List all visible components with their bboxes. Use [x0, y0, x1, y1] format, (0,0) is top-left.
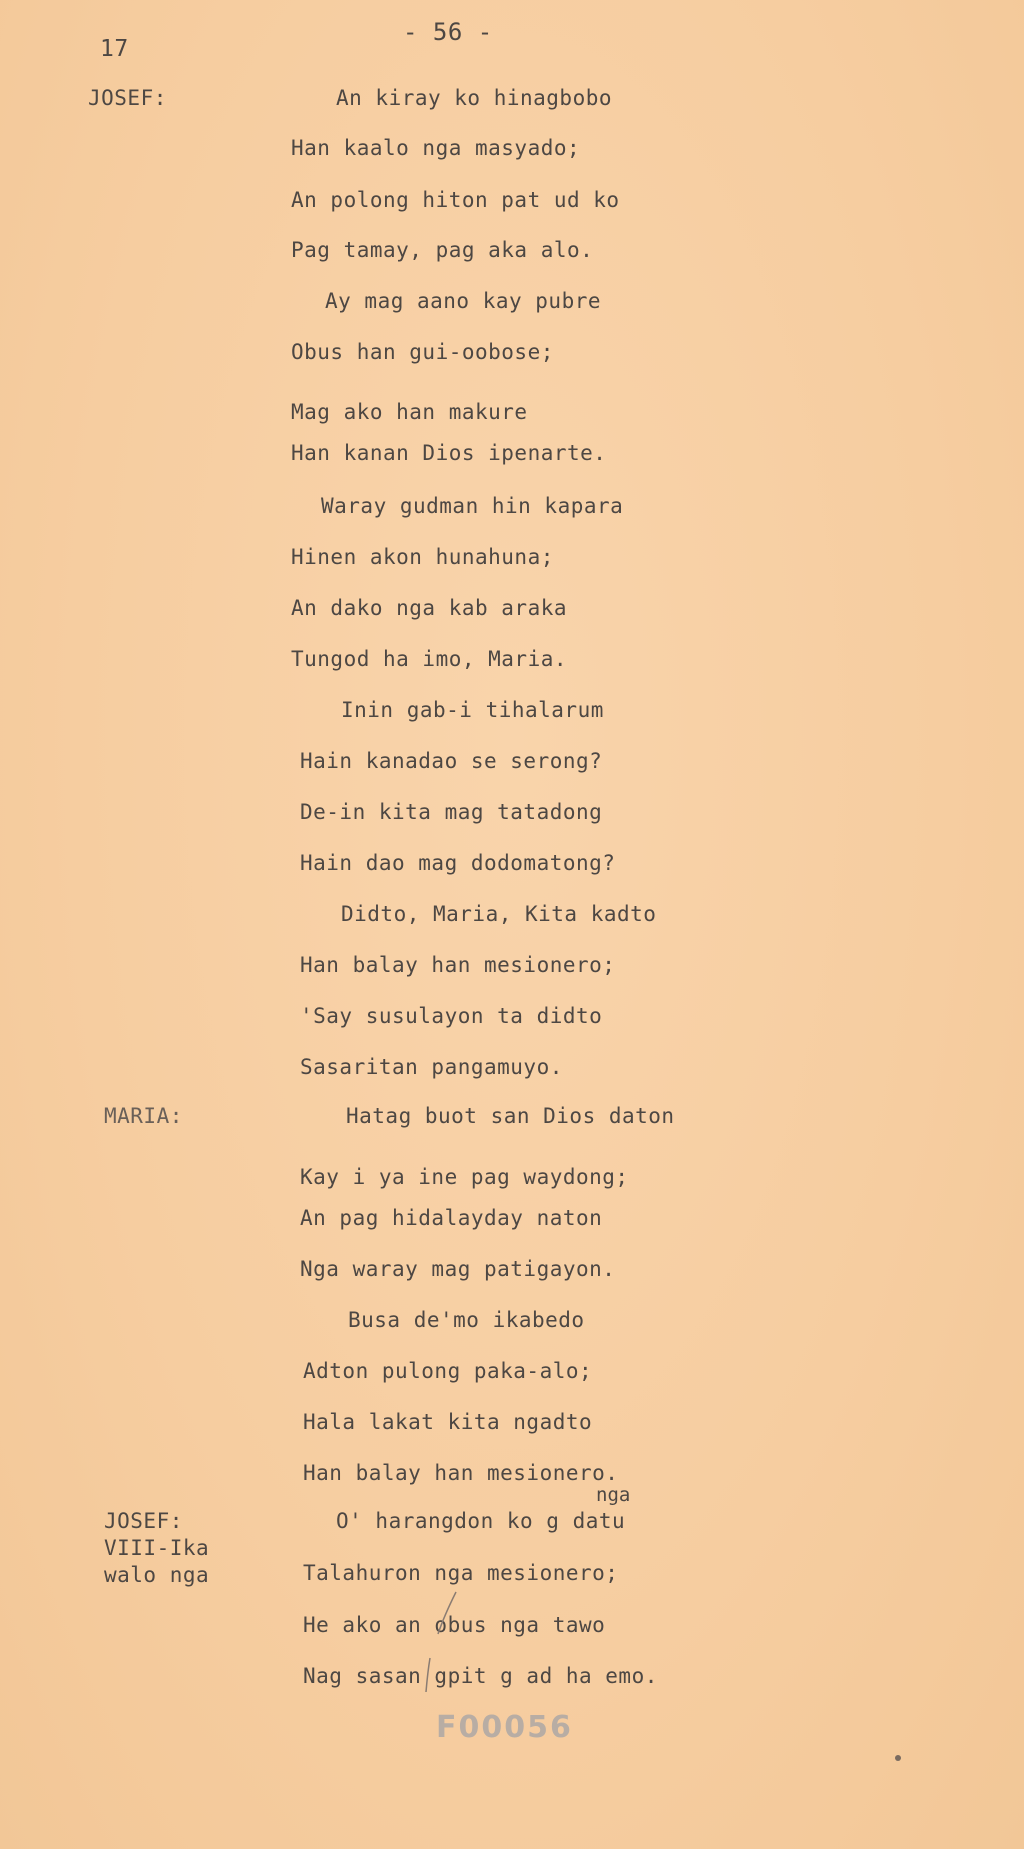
verse-line: An pag hidalayday naton	[300, 1206, 603, 1230]
ink-dot	[895, 1755, 901, 1761]
verse-line: An polong hiton pat ud ko	[291, 188, 620, 212]
verse-line: He ako an obus nga tawo	[303, 1613, 606, 1637]
verse-line: Busa de'mo ikabedo	[348, 1308, 585, 1332]
archive-stamp: F00056	[436, 1710, 573, 1745]
verse-line: Han balay han mesionero;	[300, 953, 616, 977]
verse-line: De-in kita mag tatadong	[300, 800, 603, 824]
verse-line: Nga waray mag patigayon.	[300, 1257, 616, 1281]
verse-line: 'Say susulayon ta didto	[300, 1004, 603, 1028]
verse-line: Hala lakat kita ngadto	[303, 1410, 593, 1434]
verse-line: Hinen akon hunahuna;	[291, 545, 554, 569]
verse-line: Hain kanadao se serong?	[300, 749, 603, 773]
verse-line: Tungod ha imo, Maria.	[291, 647, 568, 671]
verse-line: Han balay han mesionero.	[303, 1461, 619, 1485]
verse-line: Ay mag aano kay pubre	[325, 289, 602, 313]
verse-line: Mag ako han makure	[291, 400, 528, 424]
pen-correction-mark	[418, 1588, 478, 1698]
verse-line: Hain dao mag dodomatong?	[300, 851, 616, 875]
verse-line: Han kanan Dios ipenarte.	[291, 441, 607, 465]
verse-line: O' harangdon ko g datu	[336, 1509, 626, 1533]
verse-line: An kiray ko hinagbobo	[336, 86, 613, 110]
verse-line: Sasaritan pangamuyo.	[300, 1055, 563, 1079]
side-note-line-2: walo nga	[104, 1563, 210, 1587]
verse-line: Inin gab-i tihalarum	[341, 698, 604, 722]
verse-line: Obus han gui-oobose;	[291, 340, 554, 364]
speaker-josef: JOSEF:	[88, 86, 167, 110]
speaker-josef-second: JOSEF:	[104, 1509, 183, 1533]
verse-line: Adton pulong paka-alo;	[303, 1359, 593, 1383]
side-note-line-1: VIII-Ika	[104, 1536, 210, 1560]
verse-line: Hatag buot san Dios daton	[346, 1104, 675, 1128]
verse-line: Kay i ya ine pag waydong;	[300, 1165, 629, 1189]
page-number: - 56 -	[403, 18, 493, 46]
speaker-maria: MARIA:	[104, 1104, 183, 1128]
verse-line: Talahuron nga mesionero;	[303, 1561, 619, 1585]
verse-line: Nag sasan gpit g ad ha emo.	[303, 1664, 658, 1688]
verse-line: Han kaalo nga masyado;	[291, 136, 581, 160]
verse-line: Pag tamay, pag aka alo.	[291, 238, 594, 262]
sheet-number: 17	[100, 36, 129, 62]
verse-line: An dako nga kab araka	[291, 596, 568, 620]
handwritten-insertion: nga	[596, 1484, 631, 1506]
verse-line: Waray gudman hin kapara	[321, 494, 624, 518]
verse-line: Didto, Maria, Kita kadto	[341, 902, 657, 926]
